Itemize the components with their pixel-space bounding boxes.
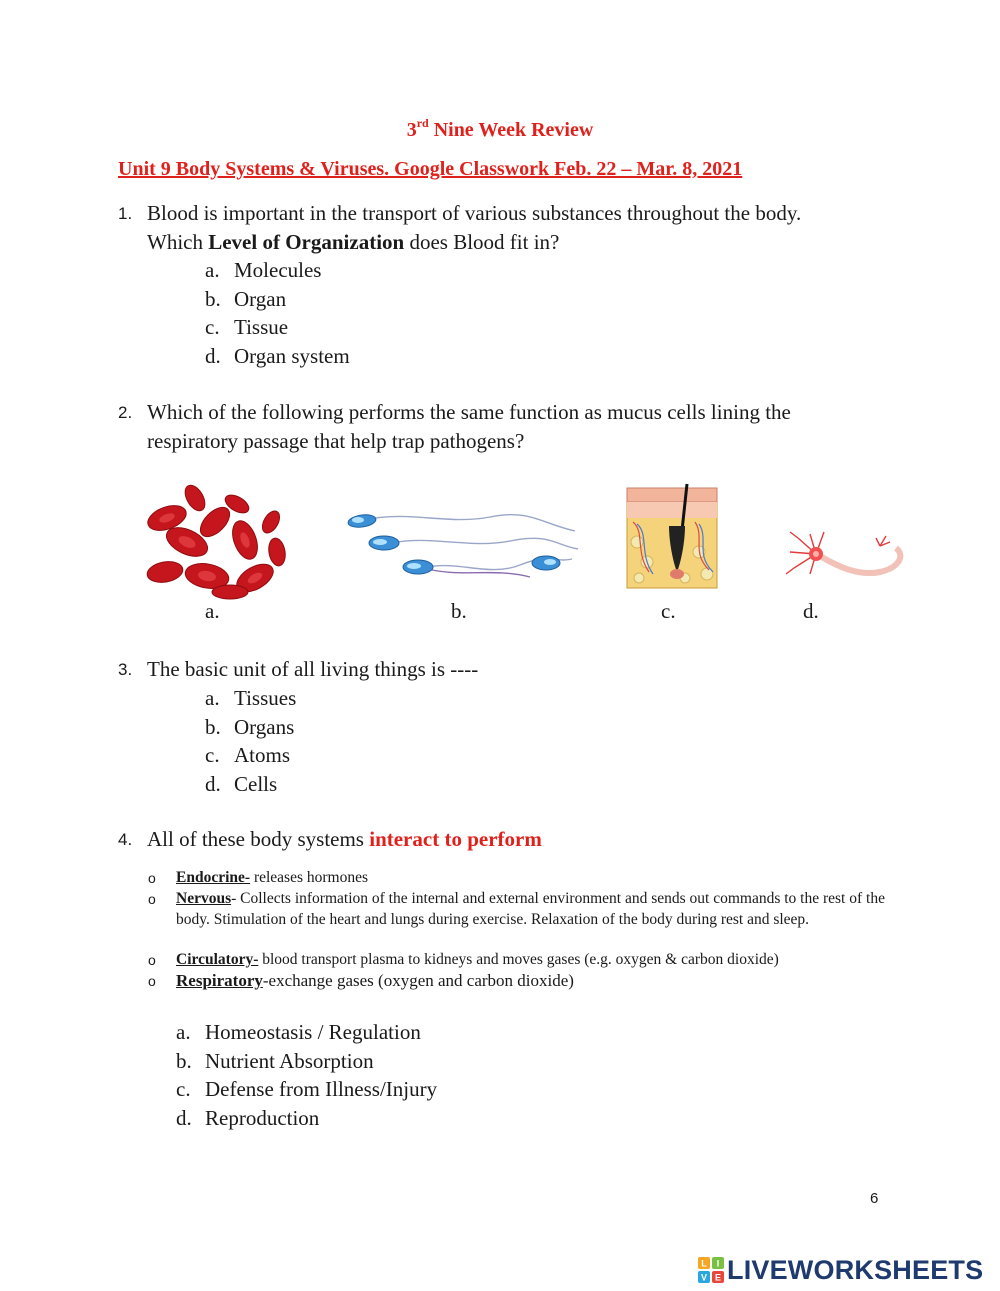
- q4-bullet-endocrine: o Endocrine- releases hormones: [148, 869, 368, 886]
- q3-number: 3.: [118, 660, 133, 679]
- q4-options: [176, 1018, 437, 1132]
- red-blood-cells-image[interactable]: [145, 482, 295, 600]
- liveworksheets-logo[interactable]: [698, 1250, 983, 1290]
- liveworksheets-logo-icon: [698, 1257, 724, 1283]
- q1-option-b[interactable]: b. Organ: [205, 286, 287, 311]
- nerve-cell-image[interactable]: [780, 528, 910, 588]
- image-label-a: a.: [205, 599, 220, 623]
- q3-option-c[interactable]: c. Atoms: [205, 743, 291, 767]
- q3-option-b[interactable]: b. Organs: [205, 714, 295, 739]
- q1-text: Blood is important in the transport of various substances throughout the body. Which Level of Organization does Blood fit in?: [147, 201, 802, 254]
- q2-text: Which of the following performs the same function as mucus cells lining the respiratory passage that help trap pathogens?: [147, 400, 791, 453]
- q3-text: The basic unit of all living things is ----: [147, 657, 479, 681]
- q4-bullet-nervous: o Nervous- Collects information of the internal and external environment and sends out commands to the rest of the body. Stimulation of the heart and lungs during exercise. Relaxation of the body during rest and sleep.: [148, 890, 885, 928]
- q4-option-b[interactable]: b. Nutrient Absorption: [176, 1048, 374, 1073]
- image-label-c: c.: [661, 599, 676, 623]
- q4-number: 4.: [118, 830, 133, 849]
- q4-bullet-respiratory: o Respiratory-exchange gases (oxygen and carbon dioxide): [148, 971, 574, 990]
- skin-cross-section-image[interactable]: [625, 482, 719, 590]
- q1-option-a[interactable]: a. Molecules: [205, 258, 322, 282]
- q3-options: [205, 684, 296, 798]
- logo-letter-e: E: [714, 1272, 722, 1283]
- sperm-cells-image[interactable]: [340, 505, 580, 587]
- page-title: 3rd Nine Week Review: [406, 116, 594, 141]
- logo-letter-i: I: [716, 1258, 720, 1269]
- q4-option-a[interactable]: a. Homeostasis / Regulation: [176, 1020, 421, 1044]
- q3-option-a[interactable]: a. Tissues: [205, 686, 297, 710]
- page-number: 6: [870, 1190, 879, 1207]
- q4-option-d[interactable]: d. Reproduction: [176, 1105, 320, 1130]
- q4-option-c[interactable]: c. Defense from Illness/Injury: [176, 1077, 438, 1101]
- logo-letter-v: V: [700, 1272, 708, 1283]
- q4-bullet-circulatory: o Circulatory- blood transport plasma to kidneys and moves gases (e.g. oxygen & carbon dioxide): [148, 951, 779, 968]
- image-label-d: d.: [803, 599, 819, 623]
- logo-letter-l: L: [701, 1258, 707, 1269]
- q1-option-c[interactable]: c. Tissue: [205, 315, 289, 339]
- q4-text: All of these body systems interact to perform: [147, 827, 542, 851]
- image-label-b: b.: [451, 599, 467, 623]
- q3-option-d[interactable]: d. Cells: [205, 771, 278, 796]
- q1-number: 1.: [118, 204, 133, 223]
- q1-options: [205, 256, 350, 370]
- q1-option-d[interactable]: d. Organ system: [205, 343, 350, 368]
- unit-heading: Unit 9 Body Systems & Viruses. Google Classwork Feb. 22 – Mar. 8, 2021: [118, 158, 743, 180]
- q2-number: 2.: [118, 403, 133, 422]
- brand-name: LIVEWORKSHEETS: [727, 1254, 984, 1285]
